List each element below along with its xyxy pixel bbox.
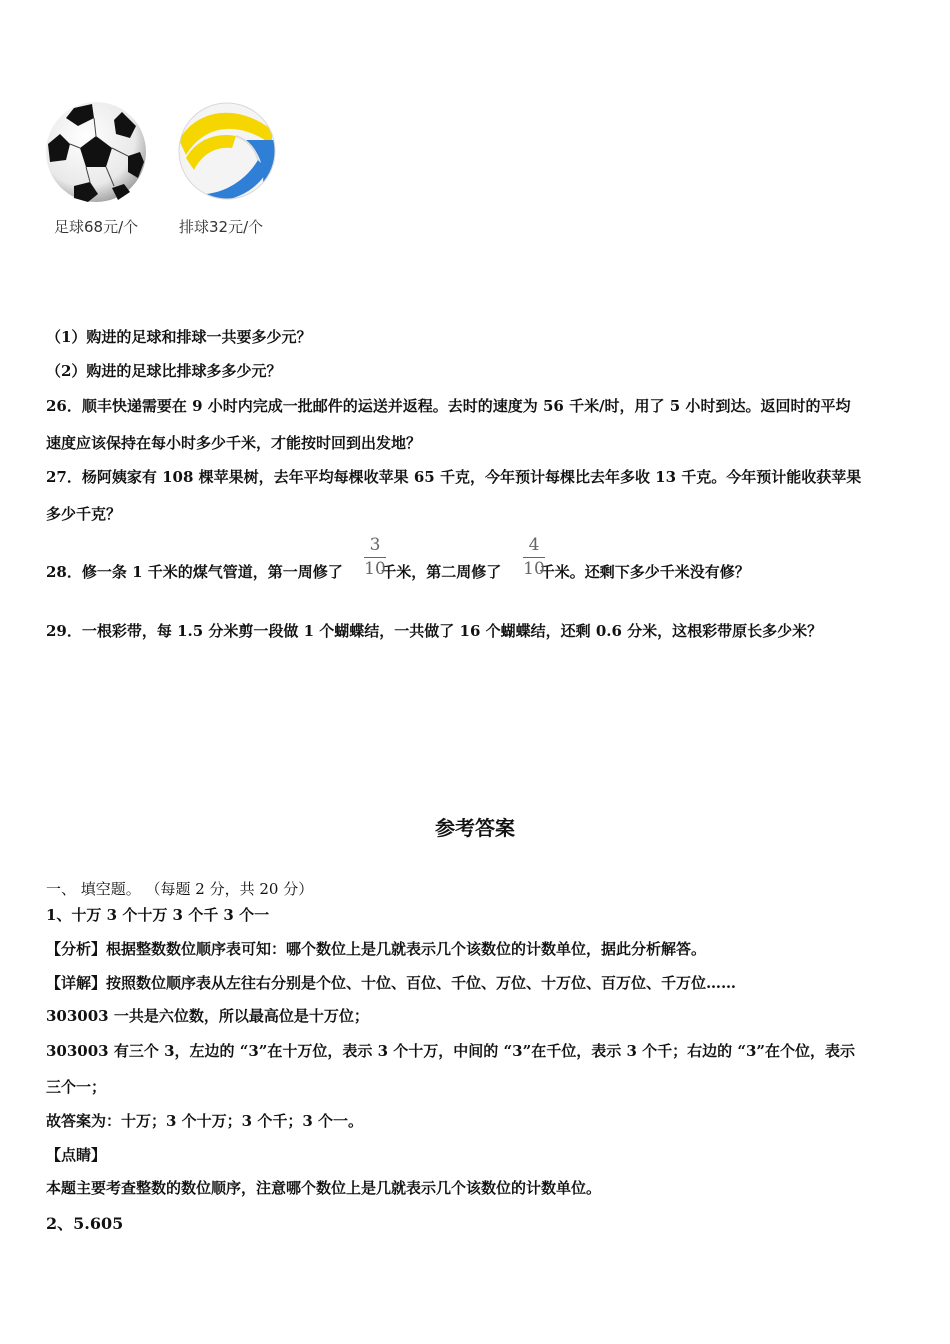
question-28-part1: 28．修一条 1 千米的煤气管道，第一周修了 xyxy=(46,563,343,581)
answer-1-comment-head: 【点睛】 xyxy=(46,1146,107,1164)
answer-1-detail-2-line1: 303003 有三个 3，左边的 “3”在十万位，表示 3 个十万，中间的 “3”在千位，表示 3 个千；右边的 “3”在个位，表示 xyxy=(46,1042,856,1060)
fraction-3-10 xyxy=(364,534,386,580)
soccer-caption: 足球68元/个 xyxy=(54,218,139,236)
answers-title: 参考答案 xyxy=(435,816,515,840)
soccer-ball-icon xyxy=(44,100,148,204)
question-25-2: （2）购进的足球比排球多多少元？ xyxy=(46,362,282,380)
question-26-line2: 速度应该保持在每小时多少千米，才能按时回到出发地？ xyxy=(46,434,422,452)
answer-1-comment: 本题主要考查整数的数位顺序，注意哪个数位上是几就表示几个该数位的计数单位。 xyxy=(46,1179,602,1197)
section-1-heading: 一、 填空题。 （每题 2 分，共 20 分） xyxy=(46,880,314,898)
volleyball-icon xyxy=(176,100,278,202)
question-28-part2: 千米，第二周修了 xyxy=(381,563,502,581)
fraction-4-10 xyxy=(523,534,545,580)
volleyball-caption: 排球32元/个 xyxy=(179,218,264,236)
fraction-denominator: 10 xyxy=(523,559,545,579)
question-27-line2: 多少千克？ xyxy=(46,505,122,523)
question-29: 29．一根彩带，每 1.5 分米剪一段做 1 个蝴蝶结，一共做了 16 个蝴蝶结，还剩 0.6 分米，这根彩带原长多少米？ xyxy=(46,622,823,640)
answer-1-detail: 【详解】按照数位顺序表从左往右分别是个位、十位、百位、千位、万位、十万位、百万位、千万位…… xyxy=(46,974,737,992)
soccer-ball-image xyxy=(44,100,148,204)
fraction-denominator: 10 xyxy=(364,559,386,579)
question-26-line1: 26．顺丰快递需要在 9 小时内完成一批邮件的运送并返程。去时的速度为 56 千米/时，用了 5 小时到达。返回时的平均 xyxy=(46,397,851,415)
question-28 xyxy=(46,561,750,582)
answer-1-detail-2-line2: 三个一； xyxy=(46,1078,107,1096)
answer-2: 2、5.605 xyxy=(46,1214,124,1233)
answer-1-detail-1: 303003 一共是六位数，所以最高位是十万位； xyxy=(46,1007,369,1025)
answer-1: 1、十万 3 个十万 3 个千 3 个一 xyxy=(46,906,270,924)
question-25-1: （1）购进的足球和排球一共要多少元？ xyxy=(46,328,312,346)
answer-1-conclusion: 故答案为：十万；3 个十万；3 个千；3 个一。 xyxy=(46,1112,363,1130)
question-27-line1: 27．杨阿姨家有 108 棵苹果树，去年平均每棵收苹果 65 千克，今年预计每棵比去年多收 13 千克。今年预计能收获苹果 xyxy=(46,468,862,486)
question-28-part3: 千米。还剩下多少千米没有修？ xyxy=(539,563,750,581)
answer-1-analysis: 【分析】根据整数数位顺序表可知：哪个数位上是几就表示几个该数位的计数单位，据此分析解答。 xyxy=(46,940,707,958)
volleyball-image xyxy=(176,100,278,202)
fraction-numerator: 4 xyxy=(528,535,540,555)
fraction-numerator: 3 xyxy=(369,535,381,555)
